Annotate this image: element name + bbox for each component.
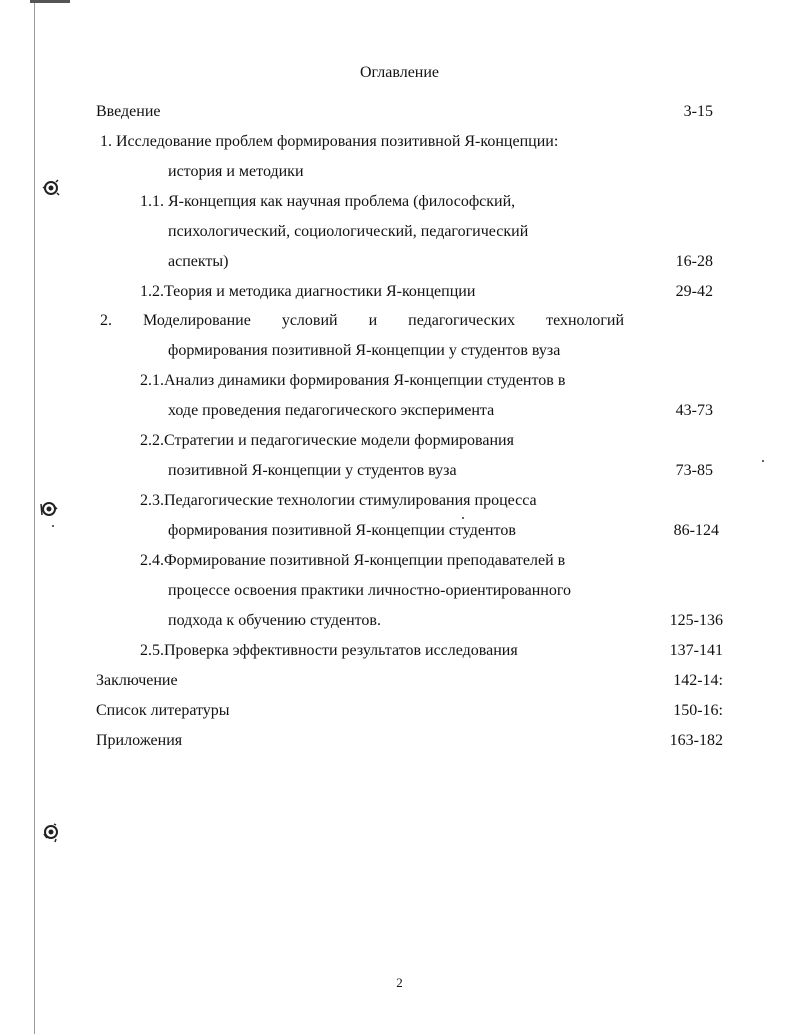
toc-entry: 2.4.Формирование позитивной Я-концепции преподавателей в — [140, 552, 566, 569]
binder-hole-icon — [40, 821, 62, 843]
toc-entry: 1. Исследование проблем формирования позитивной Я-концепции: — [100, 133, 559, 150]
toc-entry: позитивной Я-концепции у студентов вуза — [168, 462, 457, 479]
margin-rule — [34, 0, 35, 1034]
toc-page-range: 16-28 — [675, 253, 713, 270]
scan-speck — [52, 525, 54, 527]
toc-entry: формирования позитивной Я-концепции студентов — [168, 522, 516, 539]
page-number: 2 — [396, 975, 403, 990]
toc-entry: Введение — [96, 103, 161, 120]
toc-entry: 2. Моделирование условий и педагогических технологий — [100, 312, 624, 329]
toc-entry: Приложения — [96, 732, 183, 749]
toc-page-range: 125-136 — [669, 612, 723, 629]
toc-page-range: 86-124 — [673, 522, 719, 539]
toc-title: Оглавление — [359, 64, 440, 81]
toc-page-range: 142-14: — [673, 672, 723, 689]
toc-entry: 2.2.Стратегии и педагогические модели формирования — [140, 432, 514, 449]
toc-page-range: 3-15 — [683, 103, 713, 120]
scan-speck — [462, 517, 464, 519]
toc-entry: 2.5.Проверка эффективности результатов исследования — [140, 642, 518, 659]
toc-entry: психологический, социологический, педагогический — [168, 223, 529, 240]
toc-entry: аспекты) — [168, 253, 229, 270]
toc-page-range: 43-73 — [675, 402, 713, 419]
toc-entry: 1.2.Теория и методика диагностики Я-концепции — [140, 283, 476, 300]
toc-entry: 2.3.Педагогические технологии стимулирования процесса — [140, 492, 537, 509]
toc-page-range: 73-85 — [675, 462, 713, 479]
toc-entry: 1.1. Я-концепция как научная проблема (философский, — [140, 193, 516, 210]
toc-page-range: 29-42 — [675, 283, 713, 300]
scan-speck — [762, 460, 764, 462]
toc-entry: ходе проведения педагогического эксперимента — [168, 402, 495, 419]
binder-hole-icon — [40, 177, 62, 199]
toc-entry: формирования позитивной Я-концепции у студентов вуза — [168, 342, 561, 359]
binder-hole-icon — [37, 498, 59, 520]
toc-page-range: 163-182 — [669, 732, 723, 749]
toc-entry: подхода к обучению студентов. — [168, 612, 381, 629]
toc-entry: Список литературы — [96, 702, 230, 719]
scan-corner-mark — [30, 0, 70, 3]
toc-entry: Заключение — [96, 672, 178, 689]
toc-page-range: 150-16: — [673, 702, 723, 719]
toc-entry: процессе освоения практики личностно-ориентированного — [168, 582, 572, 599]
toc-page-range: 137-141 — [669, 642, 723, 659]
toc-entry: история и методики — [168, 163, 304, 180]
toc-entry: 2.1.Анализ динамики формирования Я-концепции студентов в — [140, 372, 566, 389]
